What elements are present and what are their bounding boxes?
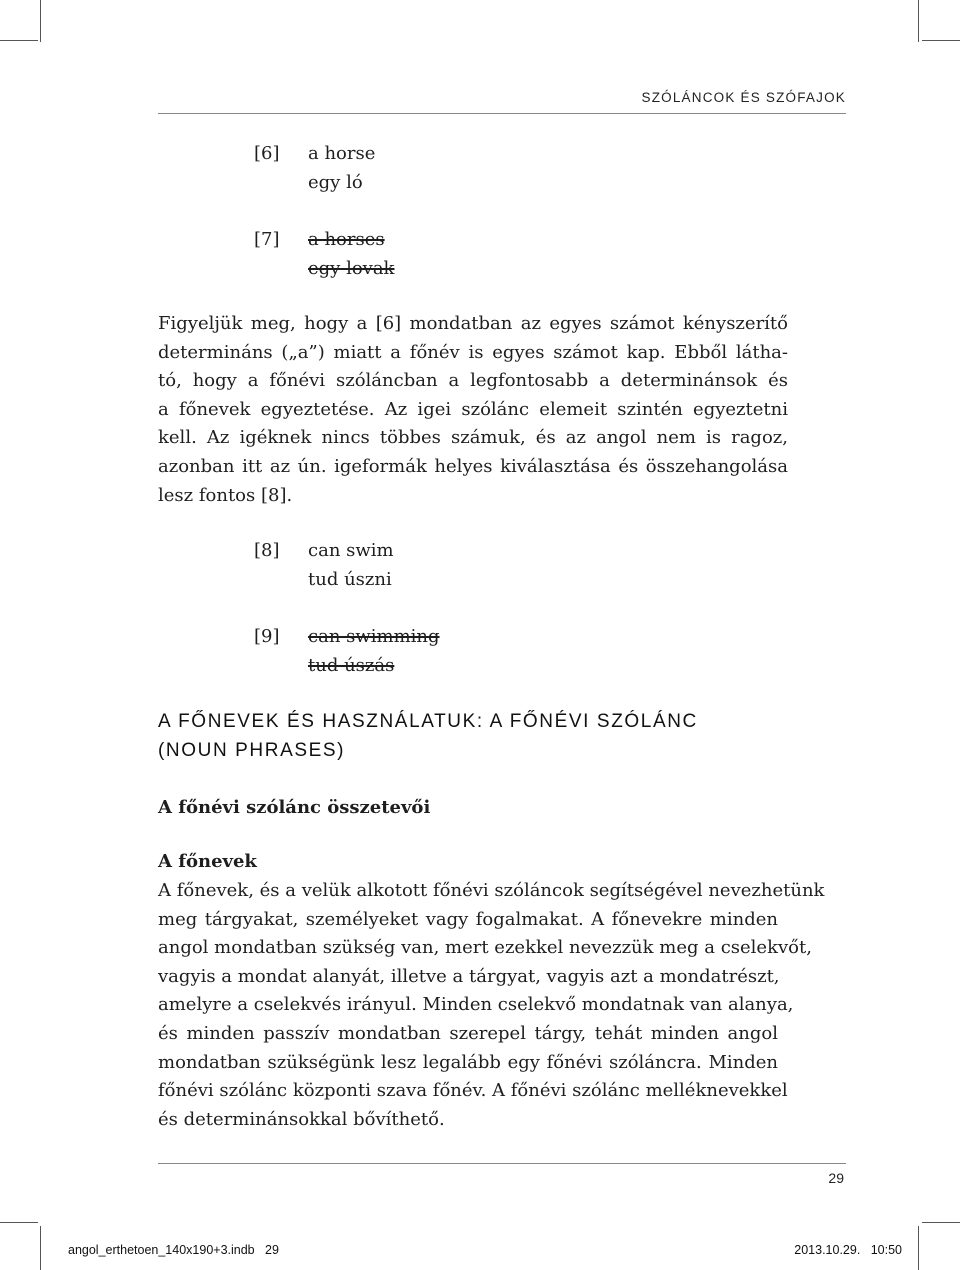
example-line: tud úszni <box>308 569 392 590</box>
text-line: főnévi szólánc központi szava főnév. A főnévi szólánc melléknevekkel <box>158 1080 788 1102</box>
text-line: mondatban szükségünk lesz legalább egy főnévi szóláncra. Minden <box>158 1051 778 1073</box>
text-line: kell. Az igéknek nincs többes számuk, és az angol nem is ragoz, <box>158 427 788 449</box>
example-line: a horse <box>308 143 376 164</box>
crop-mark <box>922 1222 960 1223</box>
text-line: angol mondatban szükség van, mert ezekkel nevezzük meg a cselekvőt, <box>158 937 812 959</box>
example-number: [6] <box>254 143 280 164</box>
example-8 <box>0 536 960 594</box>
slug-filename: angol_erthetoen_140x190+3.indb 29 <box>68 1243 279 1257</box>
example-number: [8] <box>254 540 280 561</box>
text-line: lesz fontos [8]. <box>158 484 293 506</box>
section-heading <box>158 707 698 765</box>
crop-mark <box>0 1222 38 1223</box>
example-line-struck: egy lovak <box>308 258 395 279</box>
text-line: amelyre a cselekvés irányul. Minden cselekvő mondatnak van alanya, <box>158 994 794 1016</box>
example-number: [7] <box>254 229 280 250</box>
example-line-struck: can swimming <box>308 626 440 647</box>
body-paragraph <box>158 877 825 1134</box>
header-rule <box>158 113 846 114</box>
page-number: 29 <box>828 1170 844 1186</box>
example-number: [9] <box>254 626 280 647</box>
example-9 <box>0 622 960 680</box>
crop-mark <box>918 1226 919 1270</box>
crop-mark <box>40 1226 41 1270</box>
example-6 <box>0 139 960 197</box>
heading-line: A FŐNEVEK ÉS HASZNÁLATUK: A FŐNÉVI SZÓLÁNC <box>158 711 698 732</box>
text-line: és minden passzív mondatban szerepel tárgy, tehát minden angol <box>158 1022 778 1044</box>
crop-mark <box>40 0 41 42</box>
text-line: a főnevek egyeztetése. Az igei szólánc elemeit szintén egyeztetni <box>158 398 788 420</box>
footer-rule <box>158 1163 846 1164</box>
text-line: azonban itt az ún. igeformák helyes kiválasztása és összehangolása <box>158 455 788 477</box>
text-line: és determinánsokkal bővíthető. <box>158 1108 445 1130</box>
heading-line: (NOUN PHRASES) <box>158 740 346 761</box>
subheading: A főnévi szólánc összetevői <box>158 797 431 818</box>
crop-mark <box>0 40 38 41</box>
text-line: determináns („a”) miatt a főnév is egyes számot kap. Ebből látha- <box>158 341 788 363</box>
text-line: Figyeljük meg, hogy a [6] mondatban az egyes számot kényszerítő <box>158 313 788 334</box>
slug-timestamp: 2013.10.29. 10:50 <box>794 1243 902 1257</box>
example-line-struck: a horses <box>308 229 385 250</box>
text-line: meg tárgyakat, személyeket vagy fogalmakat. A főnevekre minden <box>158 908 778 930</box>
example-line: can swim <box>308 540 394 561</box>
subheading: A főnevek <box>158 851 257 872</box>
text-line: vagyis a mondat alanyát, illetve a tárgyat, vagyis azt a mondatrészt, <box>158 965 780 987</box>
running-head: SZÓLÁNCOK ÉS SZÓFAJOK <box>641 90 846 105</box>
crop-mark <box>918 0 919 42</box>
text-line: tó, hogy a főnévi szóláncban a legfontosabb a determinánsok és <box>158 370 788 392</box>
body-paragraph <box>158 310 788 510</box>
example-7 <box>0 225 960 283</box>
example-line: egy ló <box>308 172 363 193</box>
text-line: A főnevek, és a velük alkotott főnévi szóláncok segítségével nevezhetünk <box>158 880 825 901</box>
crop-mark <box>922 40 960 41</box>
example-line-struck: tud úszás <box>308 655 395 676</box>
